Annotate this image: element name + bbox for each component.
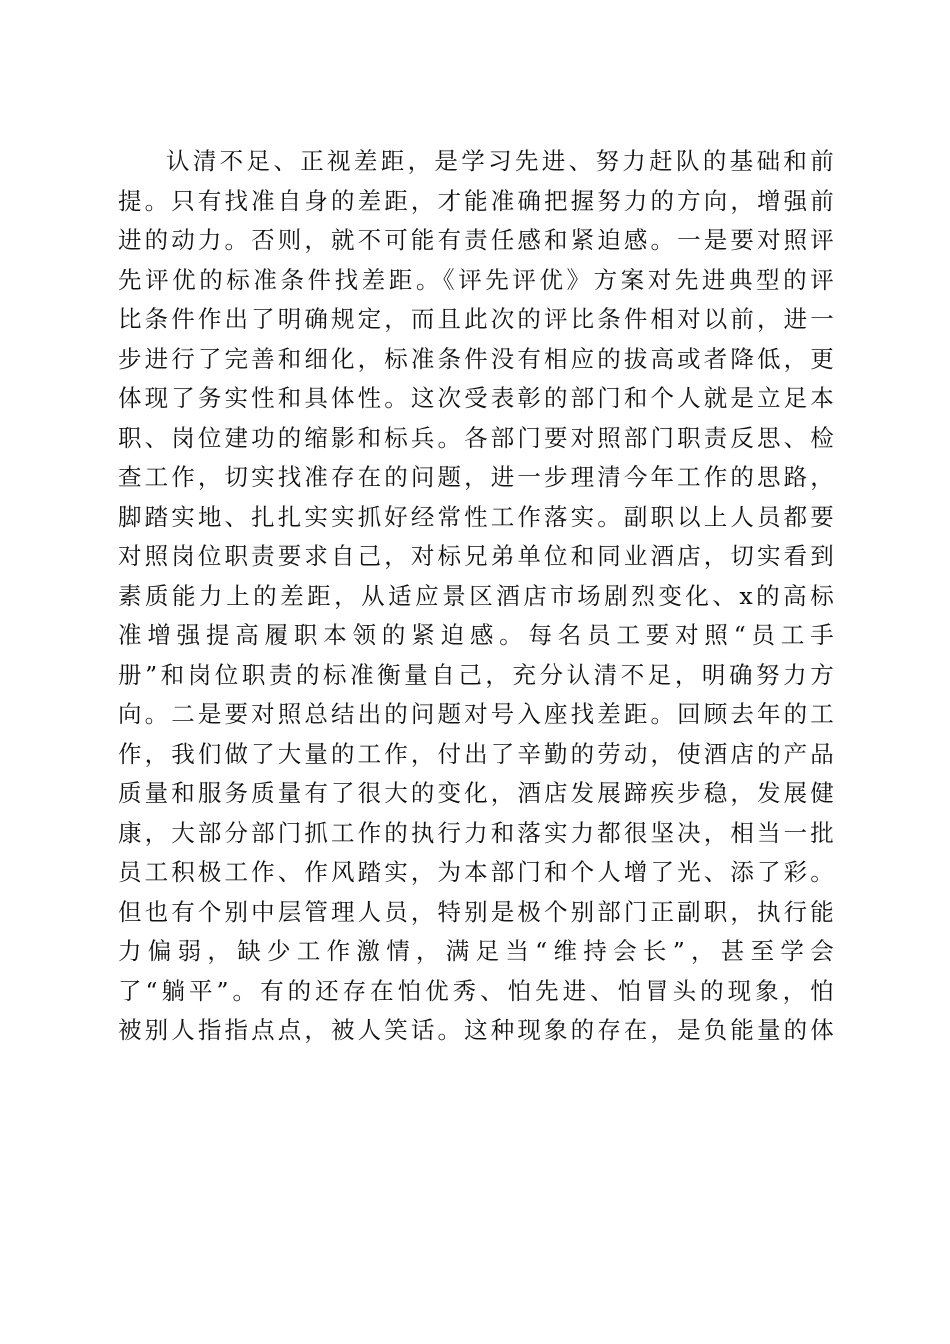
paragraph-line: 先评优的标准条件找差距。《评先评优》方案对先进典型的评 <box>118 265 834 294</box>
paragraph-line: 力偏弱，缺少工作激情，满足当“维持会长”，甚至学会 <box>118 937 834 965</box>
paragraph-line: 比条件作出了明确规定，而且此次的评比条件相对以前，进一 <box>118 305 834 333</box>
paragraph-line: 素质能力上的差距，从适应景区酒店市场剧烈变化、x的高标 <box>118 581 834 610</box>
paragraph-line: 质量和服务质量有了很大的变化，酒店发展蹄疾步稳，发展健 <box>118 779 834 807</box>
paragraph-line: 作，我们做了大量的工作，付出了辛勤的劳动，使酒店的产品 <box>118 739 834 768</box>
paragraph-line: 提。只有找准自身的差距，才能准确把握努力的方向，增强前 <box>118 186 834 215</box>
paragraph-line: 脚踏实地、扎扎实实抓好经常性工作落实。副职以上人员都要 <box>118 502 834 531</box>
paragraph-line: 员工积极工作、作风踏实，为本部门和个人增了光、添了彩。 <box>118 858 834 886</box>
paragraph-line: 对照岗位职责要求自己，对标兄弟单位和同业酒店，切实看到 <box>118 542 834 570</box>
paragraph-line: 进的动力。否则，就不可能有责任感和紧迫感。一是要对照评 <box>118 226 834 254</box>
paragraph-line: 向。二是要对照总结出的问题对号入座找差距。回顾去年的工 <box>118 700 834 728</box>
body-paragraph <box>118 142 834 1051</box>
paragraph-line: 康，大部分部门抓工作的执行力和落实力都很坚决，相当一批 <box>118 818 834 847</box>
paragraph-line: 查工作，切实找准存在的问题，进一步理清今年工作的思路， <box>118 463 834 491</box>
paragraph-line: 册”和岗位职责的标准衡量自己，充分认清不足，明确努力方 <box>118 660 834 689</box>
paragraph-line: 认清不足、正视差距，是学习先进、努力赶队的基础和前 <box>166 147 834 175</box>
paragraph-line: 步进行了完善和细化，标准条件没有相应的拔高或者降低，更 <box>118 344 834 373</box>
paragraph-line: 职、岗位建功的缩影和标兵。各部门要对照部门职责反思、检 <box>118 423 834 452</box>
paragraph-line: 体现了务实性和具体性。这次受表彰的部门和个人就是立足本 <box>118 384 834 412</box>
paragraph-line: 被别人指指点点，被人笑话。这种现象的存在，是负能量的体 <box>118 1016 834 1044</box>
paragraph-line: 准增强提高履职本领的紧迫感。每名员工要对照“员工手 <box>118 621 834 649</box>
paragraph-line: 但也有个别中层管理人员，特别是极个别部门正副职，执行能 <box>118 897 834 926</box>
paragraph-line: 了“躺平”。有的还存在怕优秀、怕先进、怕冒头的现象，怕 <box>118 976 834 1005</box>
